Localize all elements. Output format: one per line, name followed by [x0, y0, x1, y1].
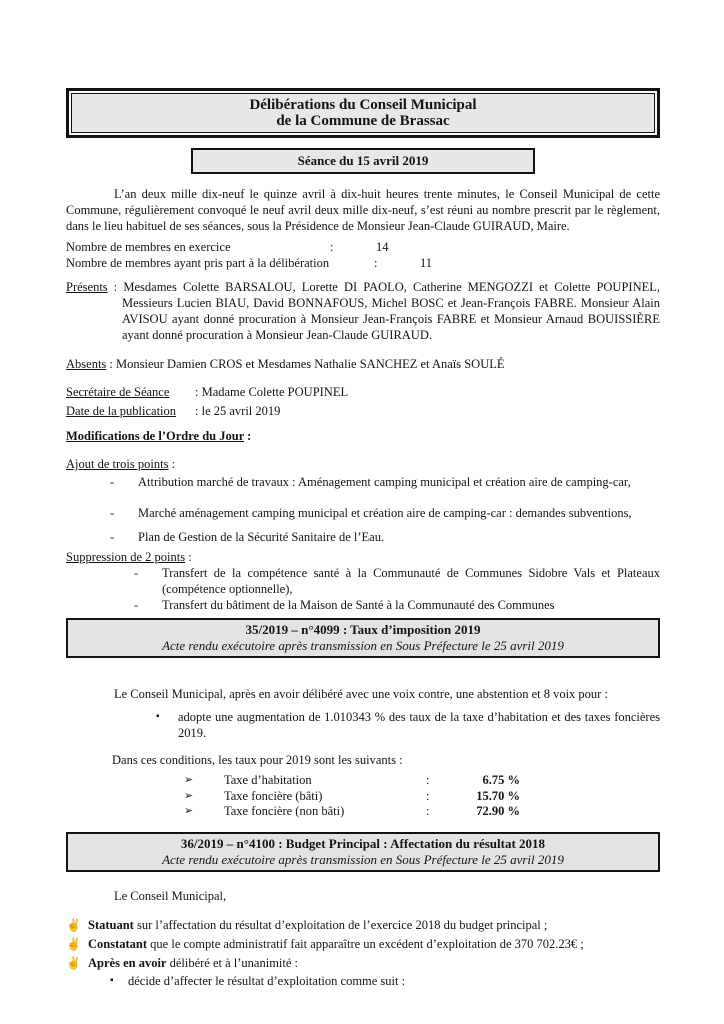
- tax-rate-label: Taxe foncière (bâti): [224, 788, 323, 803]
- addition-item: [66, 505, 660, 521]
- presents-label: Présents: [66, 280, 108, 294]
- tax-rates-list: [66, 773, 660, 820]
- hand-bullet-icon: ✌: [66, 956, 81, 970]
- members-deliberating-row: [66, 255, 660, 271]
- session-title: Séance du 15 avril 2019: [297, 153, 429, 168]
- addition-item: [66, 474, 660, 490]
- deliberation-36-resolutions: [66, 916, 660, 989]
- deliberation-36-subtitle: Acte rendu exécutoire après transmission en Sous Préfecture le 25 avril 2019: [162, 851, 564, 867]
- hand-bullet-icon: ✌: [66, 918, 81, 932]
- addition-item-text: Marché aménagement camping municipal et création aire de camping-car : demandes subventions,: [138, 506, 632, 520]
- agenda-modifications-heading-text: Modifications de l’Ordre du Jour: [66, 429, 245, 443]
- tax-rate-row: [66, 804, 660, 820]
- resolution-item-text: [88, 916, 547, 935]
- resolution-rest: sur l’affectation du résultat d’exploitation de l’exercice 2018 du budget principal ;: [133, 918, 548, 932]
- tax-rate-row: [66, 773, 660, 789]
- deletions-heading: [66, 549, 660, 565]
- members-in-office-value: 14: [376, 240, 389, 254]
- hand-bullet-icon: ✌: [66, 937, 81, 951]
- resolution-item-text: [88, 954, 298, 973]
- additions-heading-colon: :: [168, 457, 176, 471]
- resolution-sub-bullet: [66, 973, 660, 989]
- secretary-label: Secrétaire de Séance: [66, 385, 170, 399]
- members-in-office-label: Nombre de membres en exercice: [66, 240, 231, 254]
- dash-bullet-icon: -: [134, 598, 139, 612]
- tax-rate-value: 72.90 %: [476, 804, 520, 818]
- tax-rate-colon: :: [426, 788, 430, 803]
- deletion-item: [66, 597, 660, 613]
- tax-rate-row: [66, 789, 660, 805]
- dash-bullet-icon: -: [110, 506, 115, 520]
- secretary-value: : Madame Colette POUPINEL: [195, 385, 349, 399]
- presents-text: Mesdames Colette BARSALOU, Lorette DI PAOLO, Catherine MENGOZZI et Colette POUPINEL, Messieurs Lucien BIAU, David BONNAFOUS, Michel BOSC et Jean-François FABRE. Monsieur Alain AVISOU ayant donné procuration à Monsieur Jean-François FABRE et Monsieur Arnaud BOUISSIÈRE ayant donné procuration à Monsieur Jean-Claude GUIRAUD.: [122, 280, 660, 342]
- members-count-block: [66, 239, 660, 271]
- publication-date-label: Date de la publication: [66, 404, 177, 418]
- absents-paragraph: [66, 356, 660, 372]
- dash-bullet-icon: -: [110, 530, 115, 544]
- tax-rate-label: Taxe foncière (non bâti): [224, 804, 345, 818]
- rates-intro: Dans ces conditions, les taux pour 2019 sont les suivants :: [112, 753, 403, 767]
- deletions-heading-text: Suppression de 2 points: [66, 550, 186, 564]
- members-deliberating-value: 11: [420, 256, 433, 270]
- absents-label: Absents: [66, 356, 107, 371]
- arrow-bullet-icon: ➢: [184, 805, 194, 817]
- deliberation-36-title-box: [66, 832, 660, 872]
- absents-text: Monsieur Damien CROS et Mesdames Nathalie SANCHEZ et Anaïs SOULÉ: [116, 356, 505, 371]
- deletion-item-text: Transfert de la compétence santé à la Communauté de Communes Sidobre Vals et Plateaux (compétence optionnelle),: [162, 566, 660, 596]
- addition-item-text: Attribution marché de travaux : Aménagement camping municipal et création aire de camping-car,: [138, 475, 631, 489]
- deletion-item: [66, 565, 660, 597]
- tax-rate-value: 6.75 %: [482, 773, 520, 787]
- resolution-keyword: Constatant: [88, 937, 148, 951]
- resolution-keyword: Statuant: [88, 918, 134, 932]
- resolution-item-text: [88, 935, 584, 954]
- members-in-office-colon: :: [330, 240, 334, 254]
- deliberation-35-subtitle: Acte rendu exécutoire après transmission en Sous Préfecture le 25 avril 2019: [162, 638, 564, 653]
- publication-date-row: [66, 403, 660, 419]
- deliberation-35-bullet-text: adopte une augmentation de 1.010343 % des taux de la taxe d’habitation et des taxes foncières 2019.: [178, 710, 660, 740]
- addition-item-text: Plan de Gestion de la Sécurité Sanitaire de l’Eau.: [138, 530, 385, 544]
- additions-heading-text: Ajout de trois points: [66, 457, 169, 471]
- resolution-keyword: Après en avoir: [88, 956, 167, 970]
- arrow-bullet-icon: ➢: [184, 774, 194, 786]
- tax-rate-colon: :: [426, 773, 430, 787]
- deliberation-35-title: 35/2019 – n°4099 : Taux d’imposition 2019: [245, 622, 481, 637]
- secretary-row: [66, 384, 660, 400]
- publication-date-value: : le 25 avril 2019: [195, 404, 281, 418]
- square-bullet-icon: ▪: [156, 711, 160, 722]
- tax-rate-colon: :: [426, 804, 430, 818]
- main-title-box-inner: [71, 93, 655, 133]
- members-deliberating-colon: :: [374, 256, 378, 270]
- square-bullet-icon: ▪: [110, 975, 114, 986]
- agenda-modifications-heading-colon: :: [244, 429, 252, 443]
- document-title-line2: de la Commune de Brassac: [276, 113, 450, 129]
- resolution-item: [66, 954, 660, 973]
- main-title-box: [66, 88, 660, 138]
- session-title-box: [191, 148, 535, 174]
- resolution-item: [66, 916, 660, 935]
- deliberation-36-title: 36/2019 – n°4100 : Budget Principal : Affectation du résultat 2018: [180, 835, 546, 851]
- absents-separator: :: [106, 356, 117, 371]
- deletions-heading-colon: :: [185, 550, 192, 564]
- members-deliberating-label: Nombre de membres ayant pris part à la délibération: [66, 256, 330, 270]
- intro-paragraph: L’an deux mille dix-neuf le quinze avril à dix-huit heures trente minutes, le Conseil Municipal de cette Commune, régulièrement convoqué le neuf avril deux mille dix-neuf, s’est réuni au nombre prescrit par le règlement, dans le lieu habituel de ses séances, sous la Présidence de Monsieur Jean-Claude GUIRAUD, Maire.: [66, 187, 660, 233]
- resolution-rest: délibéré et à l’unanimité :: [166, 956, 299, 970]
- resolution-item: [66, 935, 660, 954]
- dash-bullet-icon: -: [110, 475, 115, 489]
- dash-bullet-icon: -: [134, 566, 139, 580]
- members-in-office-row: [66, 239, 660, 255]
- agenda-modifications-heading: [66, 428, 660, 444]
- resolution-rest: que le compte administratif fait apparaître un excédent d’exploitation de 370 702.23€ ;: [147, 937, 584, 951]
- deliberation-35-title-box: [66, 618, 660, 658]
- deliberation-36-opening: Le Conseil Municipal,: [114, 888, 227, 903]
- resolution-sub-bullet-text: décide d’affecter le résultat d’exploitation comme suit :: [128, 974, 406, 988]
- document-title-line1: Délibérations du Conseil Municipal: [249, 97, 477, 113]
- deliberation-35-paragraph: Le Conseil Municipal, après en avoir délibéré avec une voix contre, une abstention et 8 voix pour :: [114, 687, 608, 701]
- deletion-item-text: Transfert du bâtiment de la Maison de Santé à la Communauté des Communes: [162, 598, 555, 612]
- presents-separator: :: [107, 280, 124, 294]
- presents-paragraph: [66, 279, 660, 343]
- deliberation-35-bullet-item: [66, 709, 660, 741]
- arrow-bullet-icon: ➢: [184, 789, 194, 802]
- additions-heading: [66, 456, 660, 472]
- tax-rate-value: 15.70 %: [476, 788, 520, 803]
- tax-rate-label: Taxe d’habitation: [224, 773, 312, 787]
- addition-item: [66, 529, 660, 545]
